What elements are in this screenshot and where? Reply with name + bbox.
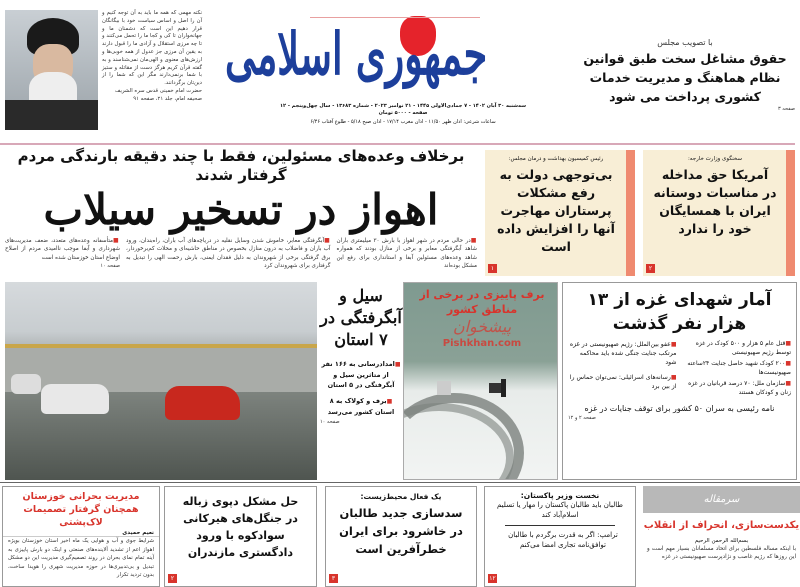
lead-headline[interactable]: اهواز در تسخیر سیلاب	[43, 185, 439, 234]
separator	[505, 525, 615, 526]
watermark-logo: پیشخوان	[452, 317, 512, 336]
flood-story[interactable]	[320, 285, 402, 425]
headline: سیل و آبگرفتگی در ۷ استان	[320, 286, 402, 349]
page-badge: ۳	[329, 574, 338, 583]
imam-quote	[102, 10, 202, 104]
date-line: سه‌شنبه ۳۰ آبان ۱۴۰۲ - ۷ جمادی‌الاولی ۱۴۴۵ - ۲۱ نوامبر ۲۰۲۳ - شماره ۱۳۶۸۳ - سال چهل‌وپنجم - ۱۲ صفحه - ۵۰۰۰ تومان	[280, 103, 526, 116]
red-car	[165, 386, 240, 420]
editorial-banner: سرمقاله	[643, 486, 800, 513]
page-ref: صفحه ۱۰	[320, 419, 340, 425]
watermark-site: Pishkhan.com	[442, 338, 522, 349]
kicker: رئیس کمیسیون بهداشت و درمان مجلس:	[508, 156, 604, 162]
headline: آمار شهدای غزه از ۱۳ هزار نفر گذشت	[587, 290, 772, 334]
footer-headline: نامه رئیسی به سران ۵۰ کشور برای توقف جنایات در غزه	[584, 403, 775, 413]
headline: حل مشکل دپوی زباله در جنگل‌های هیرکانی سوادکوه با ورود دادگستری مازندران	[182, 495, 299, 559]
quote-text: نکته مهمی که همه ما باید به آن توجه کنیم و آن را اصل و اساس سیاست خود با بیگانگان قرار دهیم این است که دشمنان ما و جهانخواران تا کی و کجا ما را تحمل می‌کنند و تا چه مرزی استقلال و آزادی ما را قبول دارند به یقین آن مرزی جز عدول از همه خوبی‌ها و ارزش‌های معنوی و الهی‌مان نمی‌شناسند و به گفته قرآن کریم هرگز دست از مقاتله و ستیز با شما برنمی‌دارند مگر این که شما را از دین‌تان برگردانند.	[102, 10, 202, 87]
lead-columns	[5, 237, 477, 270]
bullet-2: ■برف و کولاک به ۸ استان کشور می‌رسد	[327, 397, 395, 416]
body: شرایط جوی و آب و هوایی یک ماه اخیر استان خوزستان بویژه اهواز اعم از تشدید آلاینده‌های صنعتی و اینک دو بارش پاییزی به آینه تمام نمای بحران در روند تصمیم‌گیری مدیریت این دو مشکل تبدیل و بی‌تدبیری‌ها در حوزه مدیریت شهری را هویدا ساخت، بدون تردید تکرار	[3, 536, 159, 580]
page-ref: صفحه ۱۰	[100, 262, 120, 269]
logo-text: جمهوری اسلامی	[225, 20, 488, 88]
headline: مدیریت بحرانی خوزستان همچنان گرفتار تصمیمات لاک‌پشتی	[22, 491, 140, 528]
page-ref: صفحه ۳	[778, 106, 795, 112]
page-badge: ۲	[646, 264, 655, 273]
page-ref: صفحه ۲ و ۱۲	[568, 414, 596, 421]
lead-col-1: ■در حالی مردم در شهر اهواز با بارش ۳۰ میلیمتری باران شاهد آبگرفتگی معابر و برخی از منازل بودند که همواره شاهد وعده‌های مسئولین آبفا و استانداری برای رفع این مشکل بوده‌اند	[336, 237, 478, 269]
flood-photo	[5, 282, 317, 480]
headline: بی‌توجهی دولت به رفع مشکلات پرستاران مهاجرت آنها را افزایش داده است	[497, 167, 615, 254]
pakistan-story[interactable]	[484, 486, 636, 587]
health-box[interactable]	[485, 150, 635, 276]
basmala: بسم‌الله الرحمن الرحیم	[694, 538, 749, 544]
headline: حقوق مشاغل سخت طبق قوانین نظام هماهنگ و مدیریت خدمات کشوری پرداخت می شود	[583, 51, 787, 104]
white-car	[41, 384, 109, 414]
headline: آمریکا حق مداخله در مناسبات دوستانه ایران با همسایگان خود را ندارد	[653, 167, 777, 236]
lead-story	[5, 147, 477, 270]
page-badge: ۱	[488, 264, 497, 273]
lead-subhead: برخلاف وعده‌های مسئولین، فقط با چند دقیقه بارندگی مردم گرفتار شدند	[17, 147, 465, 184]
divider	[0, 482, 800, 483]
kicker: نخست وزیر پاکستان:	[520, 491, 600, 500]
foreign-ministry-box[interactable]	[643, 150, 795, 276]
quote-ref: صحیفه امام، جلد ۲۱، صفحه ۹۱	[133, 95, 202, 102]
kicker: سخنگوی وزارت خارجه:	[687, 156, 743, 162]
gaza-bullets	[568, 340, 791, 398]
bullet-1: ■امدادرسانی به ۱۶۶ نفر از متاثرین سیل و آبگرفتگی در ۵ استان	[321, 360, 401, 389]
lead-col-3: ■متأسفانه وعده‌های متعدد، ضعف مدیریت‌های شهرداری و آبفا موجب ناامیدی مردم از اصلاح اوضاع استان خوزستان شده است صفحه ۱۰	[5, 237, 121, 269]
lead-col-2: ■آبگرفتگی معابر، خاموش شدن وسایل نقلیه در دریاچه‌های آب باران، راه‌بندان، ورود آب باران و فاضلاب به درون منازل بخصوص در مناطق حاشیه‌ای و محلات کم‌برخوردار، برق گرفتگی برخی از شهروندان به دلیل فقدان ایمنی، بارش رحمت الهی را تبدیل به گرفتاری برای شهروندان کرد	[126, 237, 331, 269]
gaza-box[interactable]	[562, 282, 797, 480]
environment-story[interactable]	[325, 486, 477, 587]
headline: طالبان باید طالبان پاکستان را مهار یا تسلیم اسلام‌آباد کند	[497, 501, 623, 519]
headline: سدسازی جدید طالبان در خاشرود برای ایران خطرآفرین است	[339, 506, 463, 556]
prayer-times: ساعات شرعی: اذان ظهر ۱۱/۵۰ - اذان مغرب ۱۷/۱۴ - اذان صبح ۵/۱۸ - طلوع آفتاب ۶/۴۶	[310, 119, 496, 125]
newspaper-logo	[225, 8, 532, 100]
kicker: با تصویب مجلس	[657, 38, 713, 47]
portrait-photo	[5, 10, 98, 130]
garbage-story[interactable]	[164, 486, 317, 587]
body: با اینکه مساله فلسطین برای اتحاد مسلمانان بسیار مهم است و این روزها که رژیم غاصب و نژادپرست صهیونیستی در غزه	[647, 546, 796, 560]
top-right-story[interactable]	[575, 38, 795, 112]
page-badge: ۲	[168, 574, 177, 583]
left-bullets: ■عفو بین‌الملل: رژیم صهیونیستی در غزه مرتکب جنایت جنگی شده باید محاکمه شود ■رسانه‌های اسرائیلی: نمی‌توان حماس را از بین برد	[569, 341, 677, 390]
headline: یکدست‌سازی، انحراف از انقلاب	[643, 520, 800, 531]
date-block	[272, 103, 534, 126]
khuzestan-story[interactable]	[2, 486, 160, 587]
editorial[interactable]	[643, 486, 800, 587]
right-bullets: ■قتل عام ۵ هزار و ۵۰۰ کودک در غزه توسط رژیم صهیونیستی ■۲۰۰ کودک شهید حاصل جنایت ۲۴ساعته صهیونیست‌ها ■سازمان ملل: ۷۰ درصد قربانیان در غزه زنان و کودکان هستند	[687, 340, 791, 396]
quote-source: حضرت امام خمینی قدس سره الشریف	[115, 87, 202, 94]
author: نعیم حمیدی	[122, 530, 154, 536]
photo-caption: برف پاییزی در برخی از مناطق کشور	[419, 288, 545, 316]
page-badge: ۱۲	[489, 575, 496, 582]
divider	[0, 143, 795, 145]
second-headline: ترامپ: اگر به قدرت برگردم با طالبان توافق‌نامه تجاری امضا می‌کنم	[508, 531, 618, 549]
kicker: یک فعال محیط‌زیست:	[360, 492, 442, 501]
snow-photo	[403, 282, 558, 480]
